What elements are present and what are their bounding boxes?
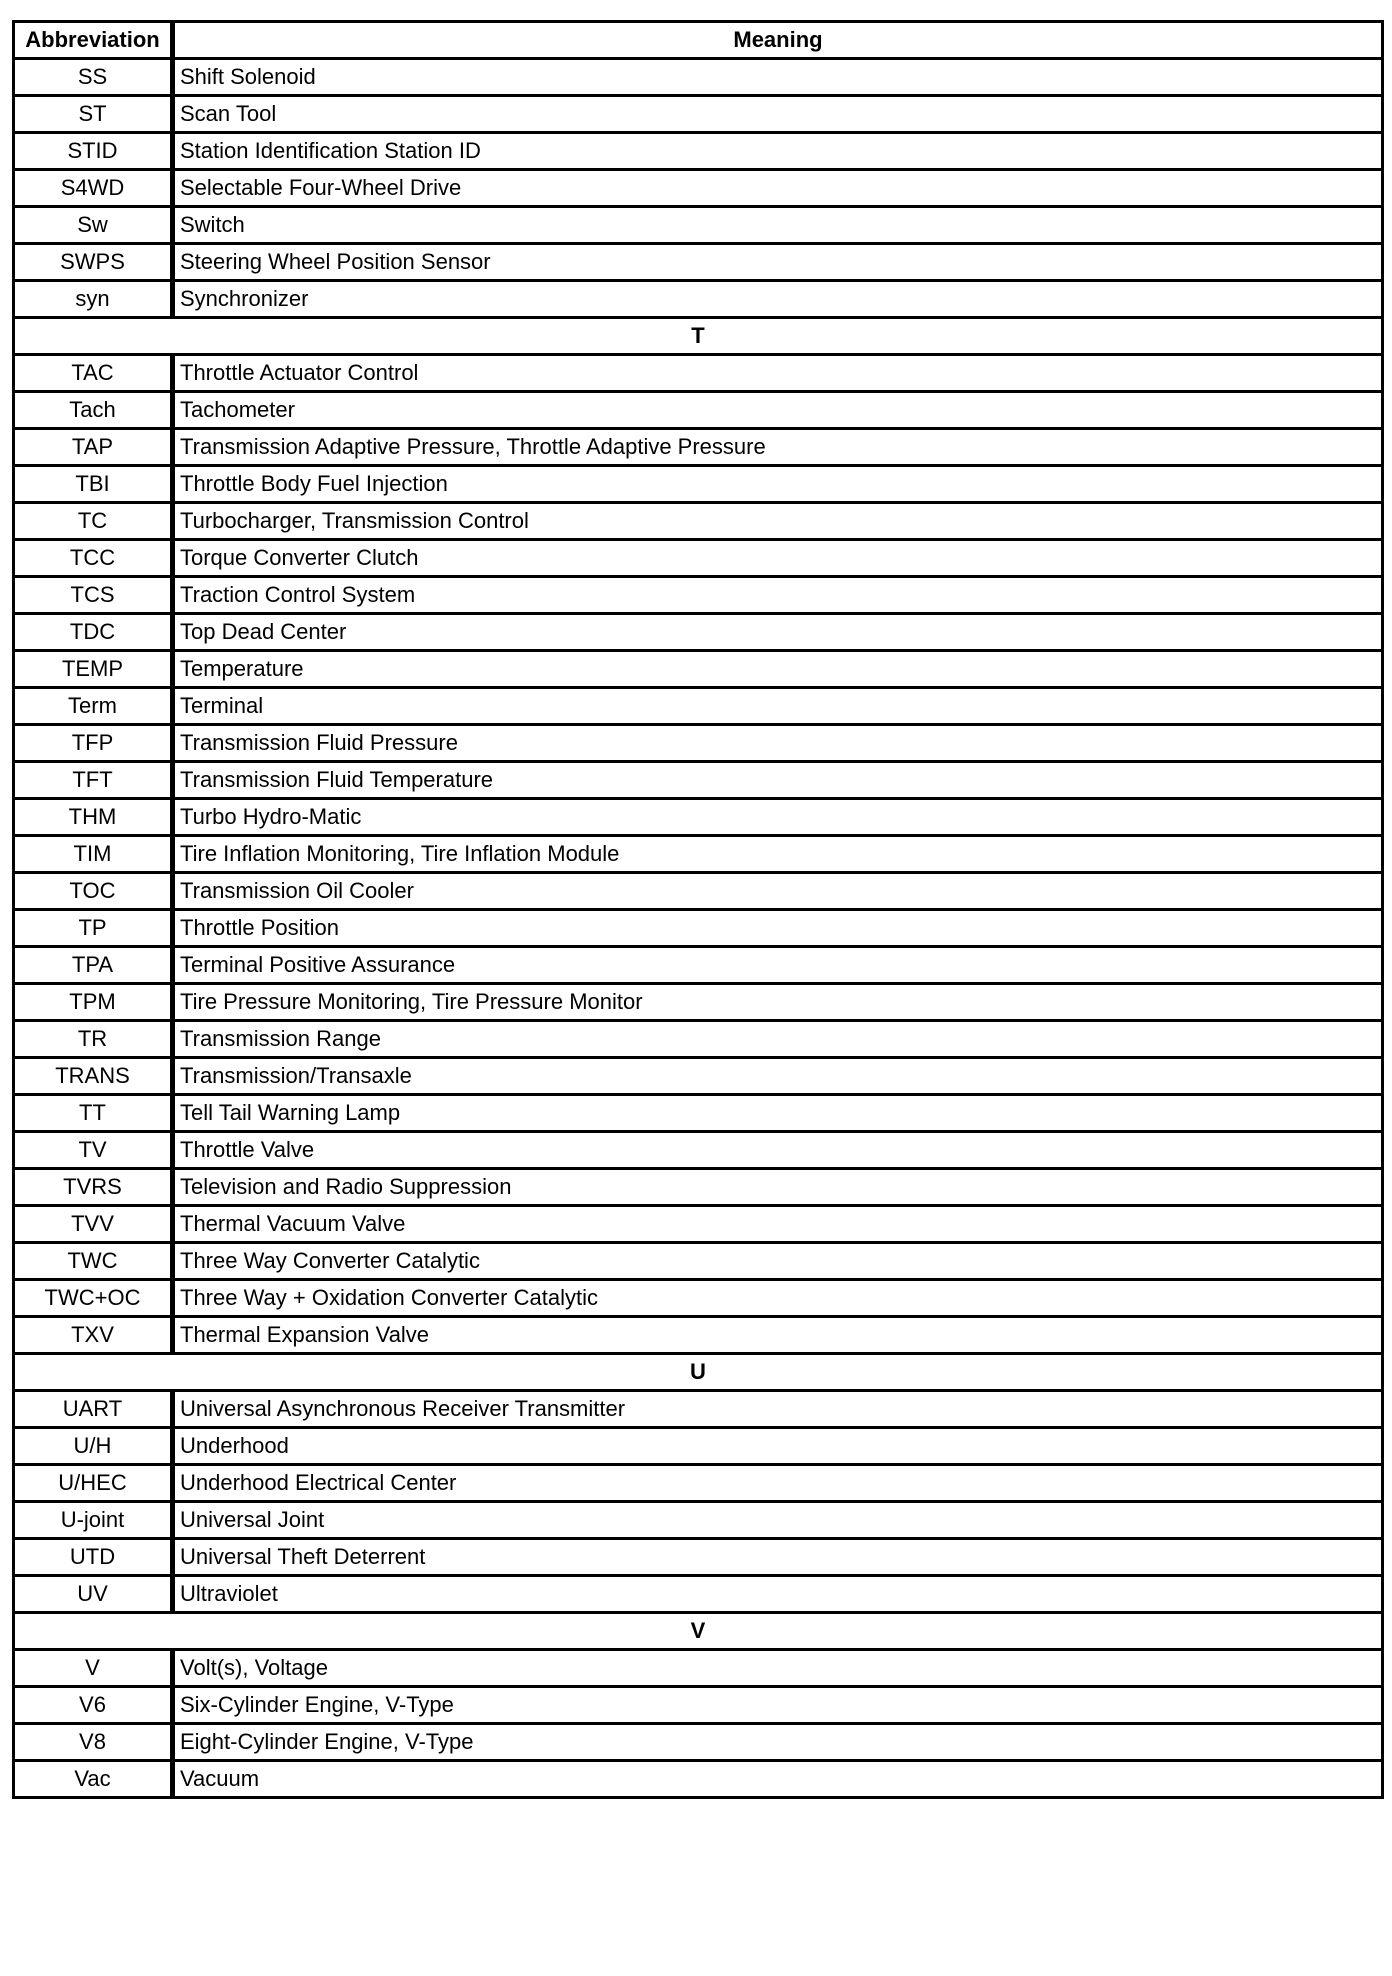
table-row xyxy=(14,910,1383,947)
table-row xyxy=(14,1095,1383,1132)
table-row xyxy=(14,392,1383,429)
section-row xyxy=(14,318,1383,355)
abbreviation-cell: TPA xyxy=(14,947,173,984)
table-header-row xyxy=(14,22,1383,59)
abbreviation-cell: TAC xyxy=(14,355,173,392)
abbreviation-cell: U/HEC xyxy=(14,1465,173,1502)
abbreviation-cell: TEMP xyxy=(14,651,173,688)
abbreviation-cell: Sw xyxy=(14,207,173,244)
meaning-cell: Three Way + Oxidation Converter Catalytic xyxy=(173,1280,1383,1317)
abbreviation-cell: TIM xyxy=(14,836,173,873)
table-row xyxy=(14,1724,1383,1761)
table-row xyxy=(14,244,1383,281)
meaning-cell: Transmission Adaptive Pressure, Throttle Adaptive Pressure xyxy=(173,429,1383,466)
meaning-cell: Vacuum xyxy=(173,1761,1383,1798)
table-row xyxy=(14,1465,1383,1502)
meaning-cell: Switch xyxy=(173,207,1383,244)
meaning-cell: Six-Cylinder Engine, V-Type xyxy=(173,1687,1383,1724)
abbreviation-table xyxy=(12,20,1384,1799)
table-row xyxy=(14,466,1383,503)
table-row xyxy=(14,429,1383,466)
section-row xyxy=(14,1354,1383,1391)
table-row xyxy=(14,355,1383,392)
abbreviation-cell: TWC+OC xyxy=(14,1280,173,1317)
abbreviation-cell: TBI xyxy=(14,466,173,503)
table-row xyxy=(14,1687,1383,1724)
abbreviation-cell: SWPS xyxy=(14,244,173,281)
meaning-cell: Tire Pressure Monitoring, Tire Pressure Monitor xyxy=(173,984,1383,1021)
meaning-cell: Television and Radio Suppression xyxy=(173,1169,1383,1206)
table-row xyxy=(14,1317,1383,1354)
table-row xyxy=(14,836,1383,873)
abbreviation-cell: UTD xyxy=(14,1539,173,1576)
meaning-cell: Tell Tail Warning Lamp xyxy=(173,1095,1383,1132)
section-letter: T xyxy=(14,318,1383,355)
meaning-cell: Tachometer xyxy=(173,392,1383,429)
meaning-cell: Top Dead Center xyxy=(173,614,1383,651)
abbreviation-cell: Term xyxy=(14,688,173,725)
meaning-cell: Underhood Electrical Center xyxy=(173,1465,1383,1502)
abbreviation-cell: TDC xyxy=(14,614,173,651)
meaning-cell: Throttle Body Fuel Injection xyxy=(173,466,1383,503)
table-row xyxy=(14,1391,1383,1428)
abbreviation-cell: V8 xyxy=(14,1724,173,1761)
table-row xyxy=(14,984,1383,1021)
abbreviation-cell: TFP xyxy=(14,725,173,762)
abbreviation-cell: UV xyxy=(14,1576,173,1613)
abbreviation-cell: U/H xyxy=(14,1428,173,1465)
meaning-cell: Universal Theft Deterrent xyxy=(173,1539,1383,1576)
table-row xyxy=(14,1058,1383,1095)
meaning-cell: Torque Converter Clutch xyxy=(173,540,1383,577)
abbreviation-cell: TXV xyxy=(14,1317,173,1354)
abbreviation-cell: TOC xyxy=(14,873,173,910)
table-row xyxy=(14,1502,1383,1539)
abbreviation-cell: SS xyxy=(14,59,173,96)
meaning-cell: Turbocharger, Transmission Control xyxy=(173,503,1383,540)
abbreviation-cell: TC xyxy=(14,503,173,540)
abbreviation-cell: TCS xyxy=(14,577,173,614)
table-row xyxy=(14,799,1383,836)
abbreviation-cell: TVRS xyxy=(14,1169,173,1206)
table-row xyxy=(14,207,1383,244)
table-row xyxy=(14,503,1383,540)
abbreviation-cell: TWC xyxy=(14,1243,173,1280)
table-row xyxy=(14,947,1383,984)
table-row xyxy=(14,1761,1383,1798)
meaning-cell: Shift Solenoid xyxy=(173,59,1383,96)
meaning-cell: Transmission Fluid Temperature xyxy=(173,762,1383,799)
table-row xyxy=(14,1539,1383,1576)
meaning-cell: Throttle Actuator Control xyxy=(173,355,1383,392)
table-row xyxy=(14,170,1383,207)
meaning-cell: Terminal xyxy=(173,688,1383,725)
abbreviation-cell: TCC xyxy=(14,540,173,577)
table-row xyxy=(14,1132,1383,1169)
table-body xyxy=(14,59,1383,1798)
table-row xyxy=(14,1021,1383,1058)
table-row xyxy=(14,873,1383,910)
abbreviation-cell: THM xyxy=(14,799,173,836)
abbreviation-cell: TAP xyxy=(14,429,173,466)
meaning-cell: Temperature xyxy=(173,651,1383,688)
meaning-cell: Transmission/Transaxle xyxy=(173,1058,1383,1095)
section-letter: U xyxy=(14,1354,1383,1391)
table-row xyxy=(14,614,1383,651)
meaning-cell: Terminal Positive Assurance xyxy=(173,947,1383,984)
document-page xyxy=(12,20,1381,1799)
meaning-cell: Three Way Converter Catalytic xyxy=(173,1243,1383,1280)
table-row xyxy=(14,725,1383,762)
table-row xyxy=(14,1280,1383,1317)
meaning-cell: Eight-Cylinder Engine, V-Type xyxy=(173,1724,1383,1761)
abbreviation-cell: TV xyxy=(14,1132,173,1169)
table-row xyxy=(14,1169,1383,1206)
abbreviation-cell: S4WD xyxy=(14,170,173,207)
meaning-cell: Ultraviolet xyxy=(173,1576,1383,1613)
meaning-cell: Volt(s), Voltage xyxy=(173,1650,1383,1687)
abbreviation-cell: TT xyxy=(14,1095,173,1132)
meaning-cell: Throttle Position xyxy=(173,910,1383,947)
meaning-cell: Transmission Oil Cooler xyxy=(173,873,1383,910)
abbreviation-cell: TPM xyxy=(14,984,173,1021)
meaning-cell: Thermal Expansion Valve xyxy=(173,1317,1383,1354)
meaning-cell: Synchronizer xyxy=(173,281,1383,318)
section-letter: V xyxy=(14,1613,1383,1650)
abbreviation-cell: TRANS xyxy=(14,1058,173,1095)
table-row xyxy=(14,133,1383,170)
meaning-cell: Underhood xyxy=(173,1428,1383,1465)
abbreviation-cell: V6 xyxy=(14,1687,173,1724)
table-row xyxy=(14,688,1383,725)
meaning-cell: Universal Joint xyxy=(173,1502,1383,1539)
meaning-cell: Transmission Fluid Pressure xyxy=(173,725,1383,762)
meaning-cell: Tire Inflation Monitoring, Tire Inflation Module xyxy=(173,836,1383,873)
abbreviation-cell: TVV xyxy=(14,1206,173,1243)
table-row xyxy=(14,651,1383,688)
table-row xyxy=(14,1576,1383,1613)
abbreviation-cell: TP xyxy=(14,910,173,947)
table-row xyxy=(14,59,1383,96)
abbreviation-cell: STID xyxy=(14,133,173,170)
meaning-cell: Station Identification Station ID xyxy=(173,133,1383,170)
table-row xyxy=(14,540,1383,577)
section-row xyxy=(14,1613,1383,1650)
meaning-cell: Steering Wheel Position Sensor xyxy=(173,244,1383,281)
table-row xyxy=(14,96,1383,133)
abbreviation-cell: UART xyxy=(14,1391,173,1428)
table-row xyxy=(14,1243,1383,1280)
meaning-cell: Traction Control System xyxy=(173,577,1383,614)
header-meaning: Meaning xyxy=(173,22,1383,59)
abbreviation-cell: U-joint xyxy=(14,1502,173,1539)
abbreviation-cell: TFT xyxy=(14,762,173,799)
meaning-cell: Universal Asynchronous Receiver Transmitter xyxy=(173,1391,1383,1428)
meaning-cell: Turbo Hydro-Matic xyxy=(173,799,1383,836)
meaning-cell: Thermal Vacuum Valve xyxy=(173,1206,1383,1243)
table-row xyxy=(14,577,1383,614)
abbreviation-cell: Tach xyxy=(14,392,173,429)
table-row xyxy=(14,281,1383,318)
table-row xyxy=(14,1428,1383,1465)
meaning-cell: Transmission Range xyxy=(173,1021,1383,1058)
meaning-cell: Scan Tool xyxy=(173,96,1383,133)
table-row xyxy=(14,762,1383,799)
table-row xyxy=(14,1206,1383,1243)
abbreviation-cell: syn xyxy=(14,281,173,318)
header-abbreviation: Abbreviation xyxy=(14,22,173,59)
meaning-cell: Selectable Four-Wheel Drive xyxy=(173,170,1383,207)
abbreviation-cell: ST xyxy=(14,96,173,133)
abbreviation-cell: Vac xyxy=(14,1761,173,1798)
meaning-cell: Throttle Valve xyxy=(173,1132,1383,1169)
abbreviation-cell: TR xyxy=(14,1021,173,1058)
table-row xyxy=(14,1650,1383,1687)
abbreviation-cell: V xyxy=(14,1650,173,1687)
